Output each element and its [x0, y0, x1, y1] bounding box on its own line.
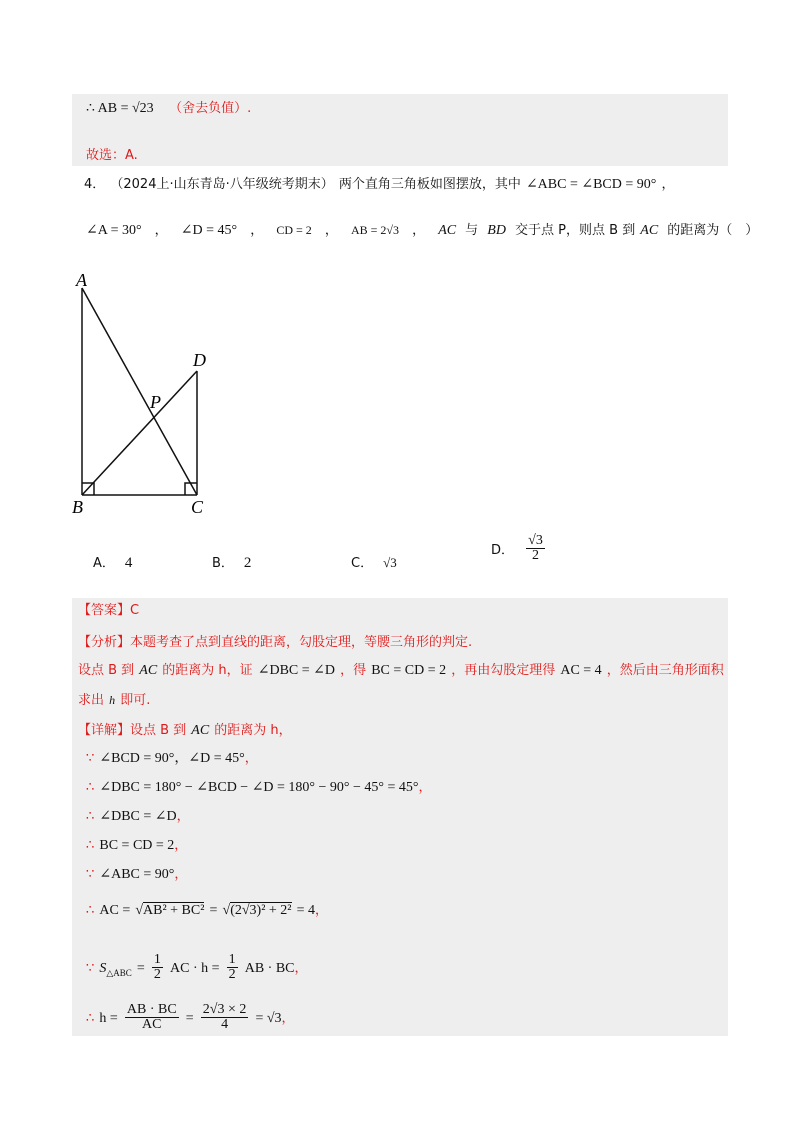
step-3-math: ∠DBC = ∠D [99, 809, 177, 824]
segment-bd-line [82, 371, 197, 495]
prev-choice: 故选：A. [86, 148, 138, 163]
prev-conclusion-math: ∴ AB = √23 [86, 101, 154, 116]
condition-angle-d: ∠D = 45° [180, 223, 238, 238]
question-text-3: 的距离为（ ） [667, 223, 759, 238]
area-symbol: S [99, 961, 107, 976]
question-text-2: 交于点 P，则点 B 到 [515, 223, 636, 238]
step-6-lhs: AC = [99, 903, 131, 918]
option-b[interactable] [212, 552, 251, 572]
math-dbc-eq-d: ∠DBC = ∠D [257, 663, 335, 678]
step-6: ∴ AC = √AB² + BC² = √(2√3)² + 2² = 4， [86, 903, 329, 918]
punct: ， [174, 867, 188, 882]
segment-ac: AC [438, 223, 457, 238]
answer-line: 【答案】C [78, 603, 140, 618]
prev-conclusion [86, 98, 251, 120]
punct: ， [294, 961, 308, 976]
because-symbol: ∵ [86, 751, 95, 766]
therefore-symbol: ∴ [86, 838, 95, 853]
step-6-eq: = [209, 903, 218, 918]
segment-ac-line [82, 288, 197, 495]
option-c[interactable] [351, 552, 397, 571]
step-2-math: ∠DBC = 180° − ∠BCD − ∠D = 180° − 90° − 45° = 45° [99, 780, 419, 795]
step-7-end: AB · BC [244, 961, 295, 976]
option-c-letter: C． [351, 556, 374, 571]
segment-bd: BD [487, 223, 506, 238]
step-2 [86, 775, 432, 797]
label-b: B [72, 497, 83, 517]
analysis-text: 本题考查了点到直线的距离，勾股定理，等腰三角形的判定. [130, 635, 473, 650]
detail-text: 设点 B 到 [130, 723, 187, 738]
label-d: D [193, 350, 206, 370]
option-b-value: 2 [243, 555, 252, 571]
therefore-symbol: ∴ [86, 1011, 95, 1026]
detail-line [78, 718, 292, 740]
question-line-1 [84, 172, 674, 194]
analysis-line-1 [78, 630, 472, 652]
prev-note: （舍去负值）. [169, 101, 252, 116]
step-6-radicand-2: (2√3)² + 2² [230, 903, 292, 918]
step-4-math: BC = CD = 2 [99, 838, 175, 853]
analysis-text: ，然后由三角形面积 [606, 663, 724, 678]
half-fraction [152, 953, 163, 982]
punct: ， [418, 780, 432, 795]
step-5-math: ∠ABC = 90° [99, 867, 175, 882]
half-den: 2 [153, 967, 161, 982]
half-den: 2 [228, 967, 236, 982]
punct: ， [176, 809, 190, 824]
therefore-symbol: ∴ [86, 903, 95, 918]
question-source: （2024上·山东青岛·八年级统考期末） [110, 177, 334, 192]
word-yu: 与 [465, 223, 479, 238]
detail-text: 的距离为 h， [214, 723, 292, 738]
therefore-symbol: ∴ [86, 809, 95, 824]
analysis-text: ，得 [340, 663, 367, 678]
step-7: ∵ $S_{\triangle ABC}$ = $\frac{1}{2}$ AC · h = $\frac{1}{2}$ AB · BC， [86, 952, 308, 982]
segment-ac: AC [139, 663, 158, 678]
punct: ， [244, 751, 258, 766]
step-7-mid: AC · h = [170, 961, 220, 976]
step-3 [86, 804, 190, 826]
punct: ， [281, 1011, 295, 1026]
condition-ab: AB = 2√3 [350, 223, 399, 237]
option-d-letter: D． [491, 543, 515, 558]
area-subscript: △ABC [106, 968, 132, 979]
step-1 [86, 746, 258, 768]
option-d[interactable] [491, 534, 547, 563]
step-8: ∴ h = $\frac{AB \cdot BC}{AC}$ = $\frac{2√3 \times 2}{4}$ = √3， [86, 1002, 295, 1032]
question-number: 4． [84, 177, 106, 192]
step-4 [86, 833, 187, 855]
condition-right-angles: ∠ABC = ∠BCD = 90° [525, 177, 657, 192]
punct: ， [174, 838, 188, 853]
analysis-label: 【分析】 [78, 635, 131, 650]
math-bc-eq-cd: BC = CD = 2 [371, 663, 447, 678]
punct: ， [324, 223, 338, 238]
because-symbol: ∵ [86, 867, 95, 882]
math-ac-eq-4: AC = 4 [560, 663, 602, 678]
segment-ac: AC [191, 723, 210, 738]
step-8-num-2: 2√3 × 2 [202, 1002, 247, 1017]
punct: ， [661, 177, 675, 192]
analysis-line-2 [78, 658, 724, 680]
option-a-value: 4 [124, 555, 133, 571]
step-8-den-1: AC [142, 1017, 162, 1032]
step-5 [86, 862, 187, 884]
half-num: 1 [228, 952, 236, 967]
analysis-text: 的距离为 h，证 [162, 663, 253, 678]
therefore-symbol: ∴ [86, 780, 95, 795]
label-c: C [191, 497, 204, 517]
option-d-fraction [526, 534, 545, 563]
step-8-lhs: h = [99, 1011, 118, 1026]
analysis-line-3 [78, 688, 150, 710]
analysis-text: 设点 B 到 [78, 663, 135, 678]
step-6-radicand-1: AB² + BC² [143, 903, 205, 918]
option-c-value: √3 [383, 555, 397, 570]
analysis-text: ，再由勾股定理得 [451, 663, 556, 678]
punct: ， [154, 223, 168, 238]
detail-label: 【详解】 [78, 723, 131, 738]
step-8-fraction-2 [201, 1003, 249, 1032]
step-1-math: ∠BCD = 90°，∠D = 45° [99, 751, 245, 766]
option-b-letter: B． [212, 556, 234, 571]
segment-ac: AC [640, 223, 659, 238]
analysis-text: 即可. [120, 693, 151, 708]
condition-cd: CD = 2 [276, 223, 312, 237]
label-p: P [150, 392, 161, 412]
half-fraction [227, 953, 238, 982]
step-8-num-1: AB · BC [126, 1002, 177, 1017]
punct: ， [250, 223, 264, 238]
half-num: 1 [153, 952, 161, 967]
step-8-fraction-1 [125, 1003, 179, 1032]
punct: ， [315, 903, 329, 918]
punct: ， [412, 223, 426, 238]
step-8-den-2: 4 [221, 1017, 229, 1032]
question-text: 两个直角三角板如图摆放，其中 [338, 177, 521, 192]
analysis-text: 求出 [78, 693, 105, 708]
triangle-figure [66, 264, 226, 524]
option-d-numerator: √3 [528, 533, 543, 548]
because-symbol: ∵ [86, 961, 95, 976]
option-d-denominator: 2 [532, 548, 539, 563]
step-6-result: = 4 [296, 903, 316, 918]
condition-angle-a: ∠A = 30° [86, 223, 142, 238]
step-8-result: = √3 [255, 1011, 282, 1026]
question-line-2 [86, 218, 758, 240]
variable-h: h [109, 693, 116, 707]
label-a: A [76, 270, 87, 290]
option-a[interactable] [93, 552, 132, 572]
option-a-letter: A． [93, 556, 115, 571]
